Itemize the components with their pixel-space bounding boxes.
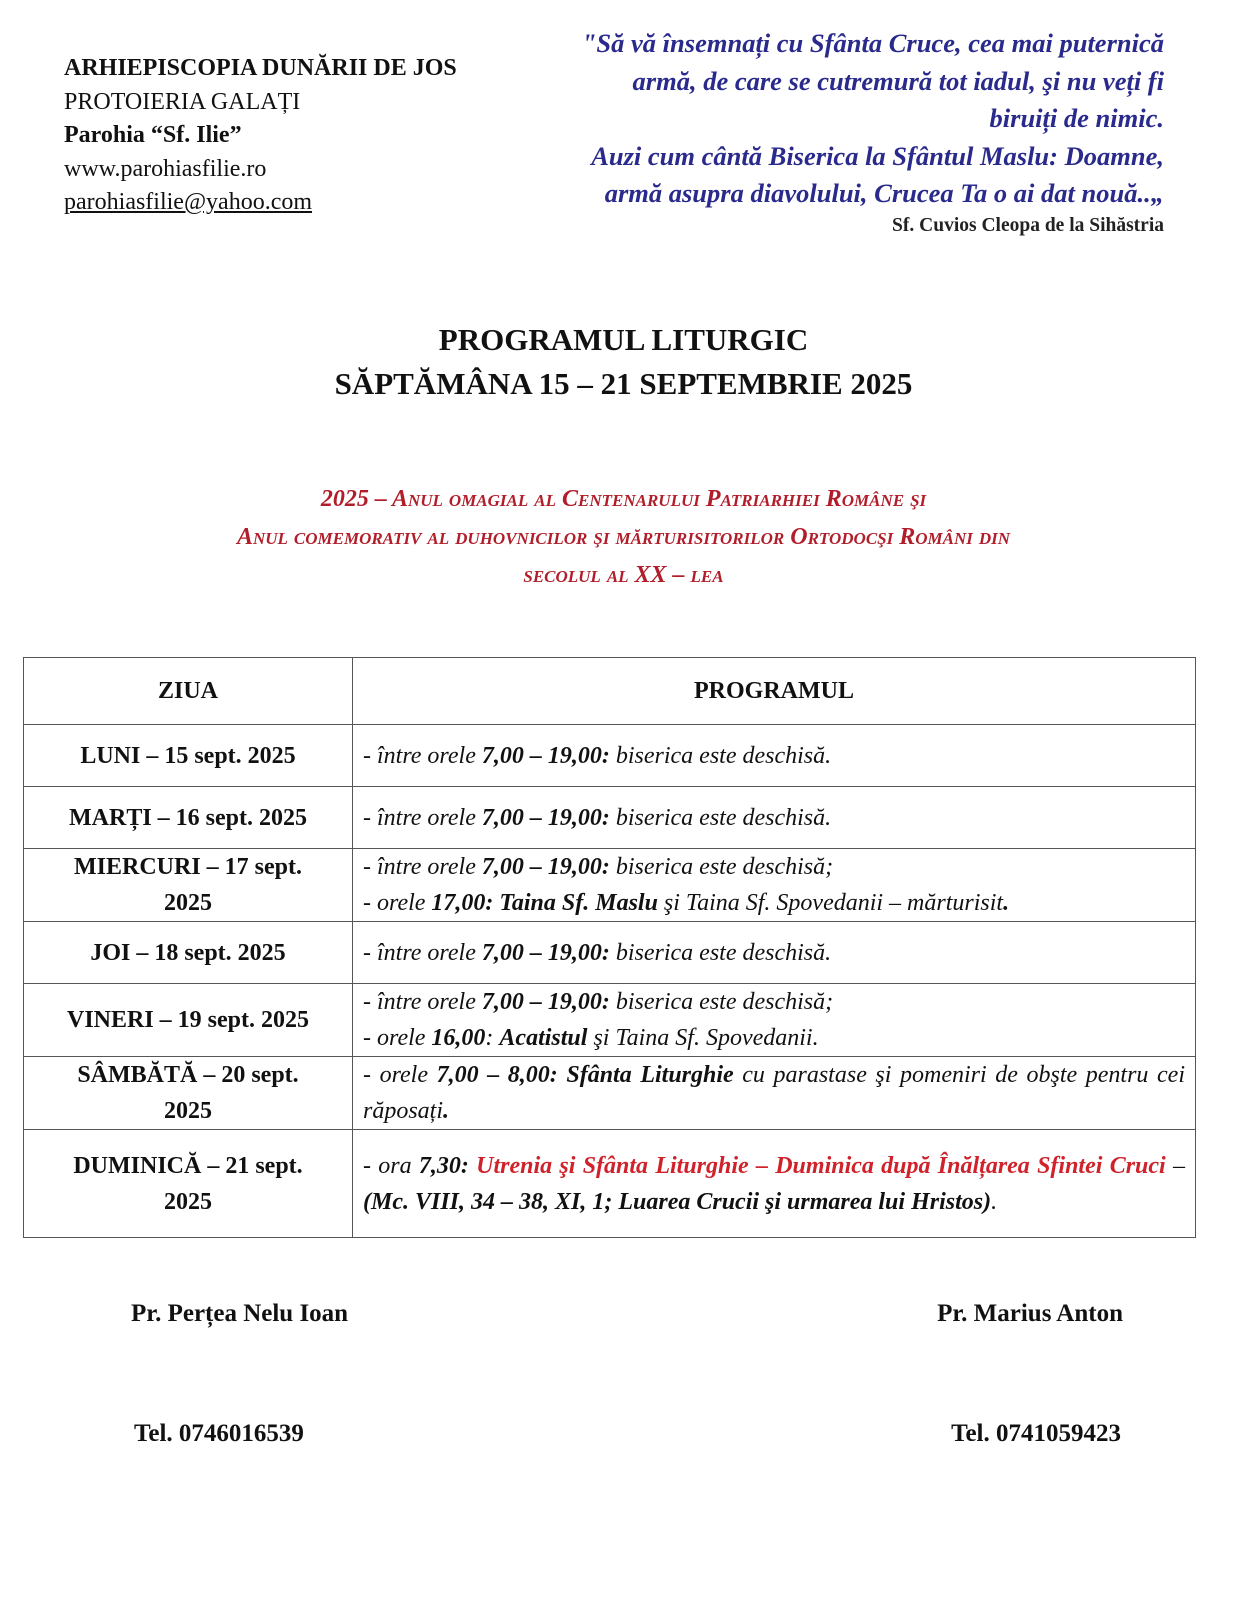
text: - orele [363,1062,437,1088]
text: . [1003,890,1010,916]
day-cell [24,1057,353,1130]
text: - între orele [363,989,482,1015]
text: biserica este deschisă; [609,854,834,880]
quote-block [484,25,1164,239]
service: Acatistul [499,1025,588,1051]
schedule-table [23,657,1196,1238]
table-row [24,787,1196,849]
day-label: DUMINICĂ – 21 sept. [73,1152,303,1179]
text: biserica este deschisă. [609,939,832,966]
program-cell [353,1057,1196,1130]
day-year: 2025 [164,1098,212,1124]
program-cell [353,725,1196,787]
text: - orele [363,890,432,916]
text: – [1165,1152,1185,1179]
text: - orele [363,1025,432,1051]
service: 17,00: Taina Sf. Maslu [431,890,658,916]
quote-line: Auzi cum cântă Biserica la Sfântul Maslu: Doamne, [591,140,1164,171]
text: - ora [363,1152,419,1179]
service: 7,00 – 8,00: Sfânta Liturghie [436,1062,734,1088]
quote-line: armă asupra diavolului, Crucea Ta o ai dat nouă..„ [604,178,1164,208]
day-cell: VINERI – 19 sept. 2025 [24,984,353,1057]
text: şi Taina Sf. Spovedanii – mărturisit [657,890,1004,916]
table-row [24,725,1196,787]
text: biserica este deschisă. [609,804,832,831]
text: şi Taina Sf. Spovedanii. [587,1025,819,1051]
hours: 7,00 – 19,00: [481,939,610,966]
hours: 7,00 – 19,00: [481,854,610,880]
header-day: ZIUA [24,658,353,725]
day-year: 2025 [164,890,212,916]
text: - între orele [363,742,482,769]
signature-right-name: Pr. Marius Anton [937,1300,1123,1327]
program-cell [353,984,1196,1057]
text: : [485,1025,500,1051]
parish-name: Parohia “Sf. Ilie” [64,122,242,148]
text: . [991,1188,998,1215]
header-program: PROGRAMUL [353,658,1196,725]
day-year: 2025 [164,1188,212,1215]
signature-left-name: Pr. Perțea Nelu Ioan [131,1300,349,1327]
banner-line: 2025 – Anul omagial al Centenarului Patriarhiei Române şi [320,486,927,512]
program-cell [353,1130,1196,1238]
table-header-row [24,658,1196,725]
scripture-reference: (Mc. VIII, 34 – 38, XI, 1; Luarea Crucii şi urmarea lui Hristos) [363,1188,992,1215]
program-cell [353,849,1196,922]
service-highlight: Utrenia şi Sfânta Liturghie – Duminica după Înălțarea Sfintei Cruci [468,1152,1166,1179]
text: - între orele [363,854,482,880]
day-cell: MARȚI – 16 sept. 2025 [24,787,353,849]
archdiocese-name: ARHIEPISCOPIA DUNĂRII DE JOS [64,55,457,81]
email-link[interactable]: parohiasfilie@yahoo.com [64,189,313,215]
text: - între orele [363,939,482,966]
page-title [0,318,1247,406]
banner-line: Anul comemorativ al duhovnicilor şi mărturisitorilor Ortodocşi Români din [236,524,1011,550]
signature-left-phone: Tel. 0746016539 [134,1420,304,1447]
program-cell [353,922,1196,984]
table-row [24,849,1196,922]
hours: 7,00 – 19,00: [481,742,610,769]
text: biserica este deschisă; [609,989,834,1015]
parish-header [64,52,457,220]
title-week: SĂPTĂMÂNA 15 – 21 SEPTEMBRIE 2025 [334,366,913,401]
day-cell [24,849,353,922]
hours: 7,00 – 19,00: [481,804,610,831]
text: . [443,1098,450,1124]
text: - între orele [363,804,482,831]
quote-line: armă, de care se cutremură tot iadul, şi nu veți fi [632,65,1164,96]
day-label: SÂMBĂTĂ – 20 sept. [77,1062,299,1088]
commemorative-banner [80,480,1167,594]
program-cell [353,787,1196,849]
banner-line: secolul al XX – lea [523,562,724,588]
deanery-name: PROTOIERIA GALAȚI [64,88,301,115]
hours: 16,00 [431,1025,486,1051]
table-row [24,984,1196,1057]
text: biserica este deschisă. [609,742,832,769]
day-cell: JOI – 18 sept. 2025 [24,922,353,984]
table-row [24,1130,1196,1238]
table-row [24,922,1196,984]
day-cell [24,1130,353,1238]
day-label: MIERCURI – 17 sept. [74,854,302,880]
signature-right-phone: Tel. 0741059423 [951,1420,1121,1447]
text: cu parastase şi pomeniri de obşte pentru cei răposați [363,1062,1186,1124]
hours: 7,00 – 19,00: [481,989,610,1015]
quote-line: biruiți de nimic. [989,103,1164,133]
table-row [24,1057,1196,1130]
quote-line: "Să vă însemnați cu Sfânta Cruce, cea mai puternică [581,28,1164,58]
hours: 7,30: [418,1152,469,1179]
day-cell: LUNI – 15 sept. 2025 [24,725,353,787]
quote-author: Sf. Cuvios Cleopa de la Sihăstria [892,214,1164,236]
website-link[interactable]: www.parohiasfilie.ro [64,155,267,182]
title-line: PROGRAMUL LITURGIC [438,322,809,357]
